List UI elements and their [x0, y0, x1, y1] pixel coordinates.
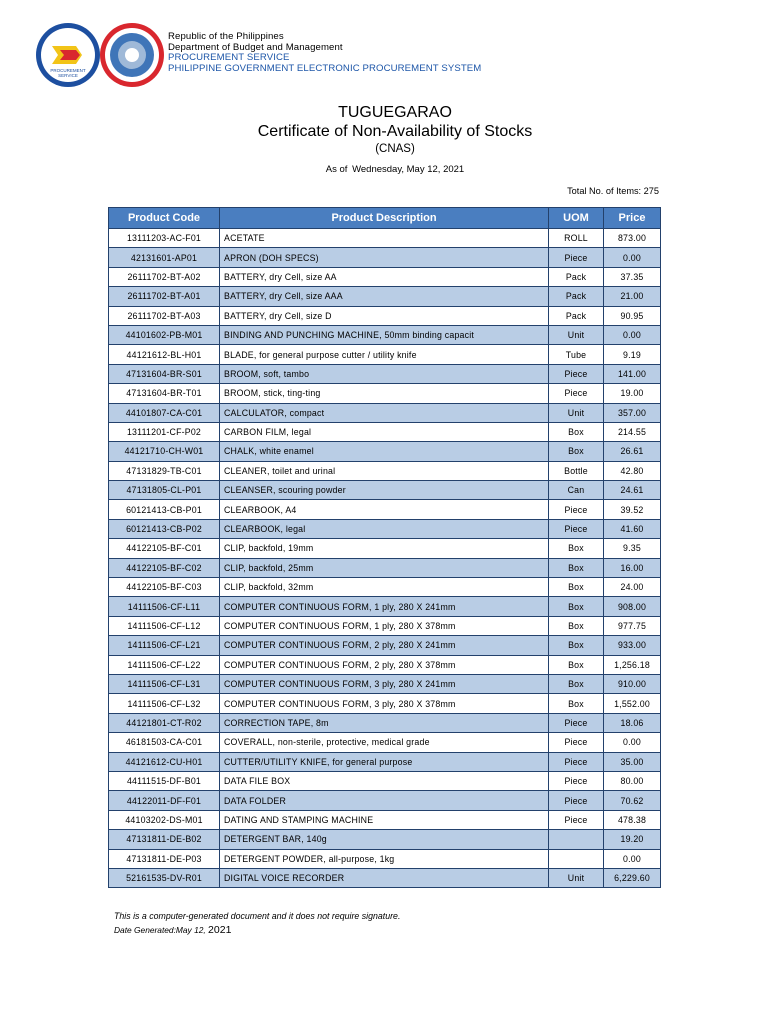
table-row — [109, 674, 661, 693]
price-cell: 18.06 — [604, 713, 661, 732]
product-description-cell: COMPUTER CONTINUOUS FORM, 2 ply, 280 X 378mm — [220, 655, 549, 674]
product-code-cell: 44121710-CH-W01 — [109, 442, 220, 461]
as-of-date: Wednesday, May 12, 2021 — [352, 164, 465, 175]
price-cell: 35.00 — [604, 752, 661, 771]
price-cell: 6,229.60 — [604, 868, 661, 887]
price-cell: 80.00 — [604, 771, 661, 790]
date-generated — [114, 924, 231, 936]
table-row — [109, 500, 661, 519]
uom-cell: Box — [549, 578, 604, 597]
uom-cell: Piece — [549, 500, 604, 519]
uom-cell: Piece — [549, 752, 604, 771]
uom-cell: Tube — [549, 345, 604, 364]
uom-cell: Box — [549, 597, 604, 616]
price-cell: 9.35 — [604, 539, 661, 558]
product-code-cell: 13111203-AC-F01 — [109, 229, 220, 248]
product-description-cell: DETERGENT BAR, 140g — [220, 830, 549, 849]
table-row — [109, 849, 661, 868]
table-body — [109, 229, 661, 888]
price-cell: 37.35 — [604, 267, 661, 286]
table-row — [109, 442, 661, 461]
product-code-cell: 47131805-CL-P01 — [109, 481, 220, 500]
product-code-cell: 47131829-TB-C01 — [109, 461, 220, 480]
product-description-cell: CLIP, backfold, 32mm — [220, 578, 549, 597]
price-cell: 24.00 — [604, 578, 661, 597]
table-row — [109, 461, 661, 480]
product-description-cell: CLEANER, toilet and urinal — [220, 461, 549, 480]
product-code-cell: 46181503-CA-C01 — [109, 733, 220, 752]
price-cell: 0.00 — [604, 248, 661, 267]
product-description-cell: DETERGENT POWDER, all-purpose, 1kg — [220, 849, 549, 868]
price-cell: 933.00 — [604, 636, 661, 655]
product-code-cell: 44122105-BF-C01 — [109, 539, 220, 558]
uom-cell: Piece — [549, 733, 604, 752]
price-cell: 21.00 — [604, 287, 661, 306]
table-row — [109, 713, 661, 732]
product-code-cell: 44121801-CT-R02 — [109, 713, 220, 732]
product-description-cell: CLIP, backfold, 25mm — [220, 558, 549, 577]
price-cell: 908.00 — [604, 597, 661, 616]
table-row — [109, 694, 661, 713]
certificate-abbreviation: (CNAS) — [375, 143, 415, 155]
price-cell: 26.61 — [604, 442, 661, 461]
product-description-cell: COMPUTER CONTINUOUS FORM, 1 ply, 280 X 378mm — [220, 616, 549, 635]
uom-cell: Unit — [549, 403, 604, 422]
product-code-cell: 47131604-BR-T01 — [109, 384, 220, 403]
table-row — [109, 422, 661, 441]
uom-cell: Box — [549, 655, 604, 674]
product-code-cell: 26111702-BT-A02 — [109, 267, 220, 286]
table-row — [109, 578, 661, 597]
product-description-cell: DATA FILE BOX — [220, 771, 549, 790]
table-row — [109, 810, 661, 829]
column-header-uom: UOM — [549, 208, 604, 229]
table-row — [109, 868, 661, 887]
uom-cell: Piece — [549, 713, 604, 732]
product-code-cell: 44103202-DS-M01 — [109, 810, 220, 829]
table-row — [109, 733, 661, 752]
product-code-cell: 44101602-PB-M01 — [109, 325, 220, 344]
price-cell: 1,552.00 — [604, 694, 661, 713]
date-generated-label: Date Generated:May 12, — [114, 925, 206, 935]
logo-caption-2: SERVICE — [58, 73, 78, 78]
service-line: PROCUREMENT SERVICE — [168, 52, 290, 64]
column-header-product-code: Product Code — [109, 208, 220, 229]
certificate-title: Certificate of Non-Availability of Stocks — [257, 123, 533, 140]
table-row — [109, 519, 661, 538]
product-description-cell: DIGITAL VOICE RECORDER — [220, 868, 549, 887]
table-row — [109, 384, 661, 403]
uom-cell: Box — [549, 674, 604, 693]
price-cell: 90.95 — [604, 306, 661, 325]
uom-cell: Pack — [549, 267, 604, 286]
table-row — [109, 655, 661, 674]
product-description-cell: COMPUTER CONTINUOUS FORM, 3 ply, 280 X 241mm — [220, 674, 549, 693]
product-code-cell: 44101807-CA-C01 — [109, 403, 220, 422]
product-description-cell: COVERALL, non-sterile, protective, medical grade — [220, 733, 549, 752]
price-cell: 214.55 — [604, 422, 661, 441]
table-row — [109, 791, 661, 810]
table-row — [109, 539, 661, 558]
table-row — [109, 752, 661, 771]
table-row — [109, 287, 661, 306]
product-code-cell: 44122105-BF-C02 — [109, 558, 220, 577]
product-description-cell: CUTTER/UTILITY KNIFE, for general purpose — [220, 752, 549, 771]
product-code-cell: 44121612-CU-H01 — [109, 752, 220, 771]
product-code-cell: 60121413-CB-P02 — [109, 519, 220, 538]
product-code-cell: 14111506-CF-L12 — [109, 616, 220, 635]
product-description-cell: BATTERY, dry Cell, size AAA — [220, 287, 549, 306]
table-row — [109, 325, 661, 344]
header-logos — [36, 20, 164, 90]
price-cell: 70.62 — [604, 791, 661, 810]
price-cell: 19.20 — [604, 830, 661, 849]
product-description-cell: CALCULATOR, compact — [220, 403, 549, 422]
uom-cell — [549, 830, 604, 849]
stock-table — [108, 207, 661, 888]
product-description-cell: BATTERY, dry Cell, size AA — [220, 267, 549, 286]
product-code-cell: 44122105-BF-C03 — [109, 578, 220, 597]
price-cell: 0.00 — [604, 733, 661, 752]
price-cell: 478.38 — [604, 810, 661, 829]
product-description-cell: CARBON FILM, legal — [220, 422, 549, 441]
table-row — [109, 267, 661, 286]
product-code-cell: 44122011-DF-F01 — [109, 791, 220, 810]
product-description-cell: BROOM, stick, ting-ting — [220, 384, 549, 403]
uom-cell: Piece — [549, 519, 604, 538]
price-cell: 0.00 — [604, 849, 661, 868]
price-cell: 910.00 — [604, 674, 661, 693]
table-header-row — [109, 208, 661, 229]
uom-cell: Box — [549, 558, 604, 577]
product-code-cell: 52161535-DV-R01 — [109, 868, 220, 887]
product-code-cell: 14111506-CF-L32 — [109, 694, 220, 713]
uom-cell: Unit — [549, 868, 604, 887]
table-row — [109, 636, 661, 655]
table-row — [109, 345, 661, 364]
product-code-cell: 47131811-DE-P03 — [109, 849, 220, 868]
table-row — [109, 364, 661, 383]
uom-cell: Piece — [549, 771, 604, 790]
table-row — [109, 306, 661, 325]
uom-cell: Pack — [549, 306, 604, 325]
product-description-cell: CLEARBOOK, legal — [220, 519, 549, 538]
product-code-cell: 44111515-DF-B01 — [109, 771, 220, 790]
price-cell: 41.60 — [604, 519, 661, 538]
product-code-cell: 47131811-DE-B02 — [109, 830, 220, 849]
product-description-cell: CHALK, white enamel — [220, 442, 549, 461]
product-code-cell: 26111702-BT-A03 — [109, 306, 220, 325]
product-description-cell: CLEANSER, scouring powder — [220, 481, 549, 500]
as-of-date-line — [22, 163, 768, 177]
uom-cell: Box — [549, 442, 604, 461]
table-row — [109, 403, 661, 422]
price-cell: 42.80 — [604, 461, 661, 480]
product-code-cell: 44121612-BL-H01 — [109, 345, 220, 364]
product-code-cell: 14111506-CF-L11 — [109, 597, 220, 616]
uom-cell: Piece — [549, 364, 604, 383]
price-cell: 19.00 — [604, 384, 661, 403]
price-cell: 1,256.18 — [604, 655, 661, 674]
product-code-cell: 60121413-CB-P01 — [109, 500, 220, 519]
product-code-cell: 14111506-CF-L22 — [109, 655, 220, 674]
agency-header — [168, 32, 481, 74]
price-cell: 357.00 — [604, 403, 661, 422]
uom-cell: Pack — [549, 287, 604, 306]
uom-cell: Piece — [549, 248, 604, 267]
republic-line: Republic of the Philippines — [168, 31, 284, 42]
product-description-cell: COMPUTER CONTINUOUS FORM, 1 ply, 280 X 241mm — [220, 597, 549, 616]
product-code-cell: 26111702-BT-A01 — [109, 287, 220, 306]
product-description-cell: CORRECTION TAPE, 8m — [220, 713, 549, 732]
uom-cell: Box — [549, 539, 604, 558]
uom-cell: Box — [549, 694, 604, 713]
table-row — [109, 597, 661, 616]
department-line: Department of Budget and Management — [168, 41, 343, 53]
table-row — [109, 771, 661, 790]
column-header-price: Price — [604, 208, 661, 229]
product-code-cell: 14111506-CF-L21 — [109, 636, 220, 655]
product-description-cell: COMPUTER CONTINUOUS FORM, 2 ply, 280 X 241mm — [220, 636, 549, 655]
product-description-cell: CLEARBOOK, A4 — [220, 500, 549, 519]
system-line: PHILIPPINE GOVERNMENT ELECTRONIC PROCUREMENT SYSTEM — [168, 62, 482, 74]
document-title-block — [0, 104, 768, 177]
table-row — [109, 229, 661, 248]
product-description-cell: APRON (DOH SPECS) — [220, 248, 549, 267]
uom-cell: Can — [549, 481, 604, 500]
uom-cell: Unit — [549, 325, 604, 344]
city-title: TUGUEGARAO — [338, 104, 452, 121]
table-row — [109, 558, 661, 577]
price-cell: 39.52 — [604, 500, 661, 519]
uom-cell: Box — [549, 616, 604, 635]
table-row — [109, 481, 661, 500]
uom-cell: Box — [549, 636, 604, 655]
uom-cell: ROLL — [549, 229, 604, 248]
uom-cell: Piece — [549, 384, 604, 403]
product-description-cell: BINDING AND PUNCHING MACHINE, 50mm binding capacit — [220, 325, 549, 344]
logo-caption-1: PROCUREMENT — [50, 68, 86, 73]
table-row — [109, 830, 661, 849]
product-description-cell: BROOM, soft, tambo — [220, 364, 549, 383]
table-row — [109, 616, 661, 635]
uom-cell: Piece — [549, 791, 604, 810]
total-items: Total No. of Items: 275 — [567, 186, 659, 196]
column-header-product-description: Product Description — [220, 208, 549, 229]
product-description-cell: CLIP, backfold, 19mm — [220, 539, 549, 558]
price-cell: 24.61 — [604, 481, 661, 500]
as-of-label: As of — [325, 164, 348, 175]
product-code-cell: 14111506-CF-L31 — [109, 674, 220, 693]
product-description-cell: DATING AND STAMPING MACHINE — [220, 810, 549, 829]
price-cell: 16.00 — [604, 558, 661, 577]
price-cell: 977.75 — [604, 616, 661, 635]
table-row — [109, 248, 661, 267]
product-description-cell: BATTERY, dry Cell, size D — [220, 306, 549, 325]
product-description-cell: COMPUTER CONTINUOUS FORM, 3 ply, 280 X 378mm — [220, 694, 549, 713]
product-code-cell: 42131601-AP01 — [109, 248, 220, 267]
product-code-cell: 13111201-CF-P02 — [109, 422, 220, 441]
date-generated-year: 2021 — [208, 924, 232, 936]
product-description-cell: ACETATE — [220, 229, 549, 248]
product-description-cell: DATA FOLDER — [220, 791, 549, 810]
uom-cell: Bottle — [549, 461, 604, 480]
uom-cell: Piece — [549, 810, 604, 829]
procurement-service-logo — [36, 20, 164, 90]
price-cell: 9.19 — [604, 345, 661, 364]
uom-cell: Box — [549, 422, 604, 441]
uom-cell — [549, 849, 604, 868]
product-code-cell: 47131604-BR-S01 — [109, 364, 220, 383]
computer-generated-note: This is a computer-generated document and it does not require signature. — [114, 911, 401, 921]
product-description-cell: BLADE, for general purpose cutter / utility knife — [220, 345, 549, 364]
price-cell: 0.00 — [604, 325, 661, 344]
price-cell: 873.00 — [604, 229, 661, 248]
price-cell: 141.00 — [604, 364, 661, 383]
